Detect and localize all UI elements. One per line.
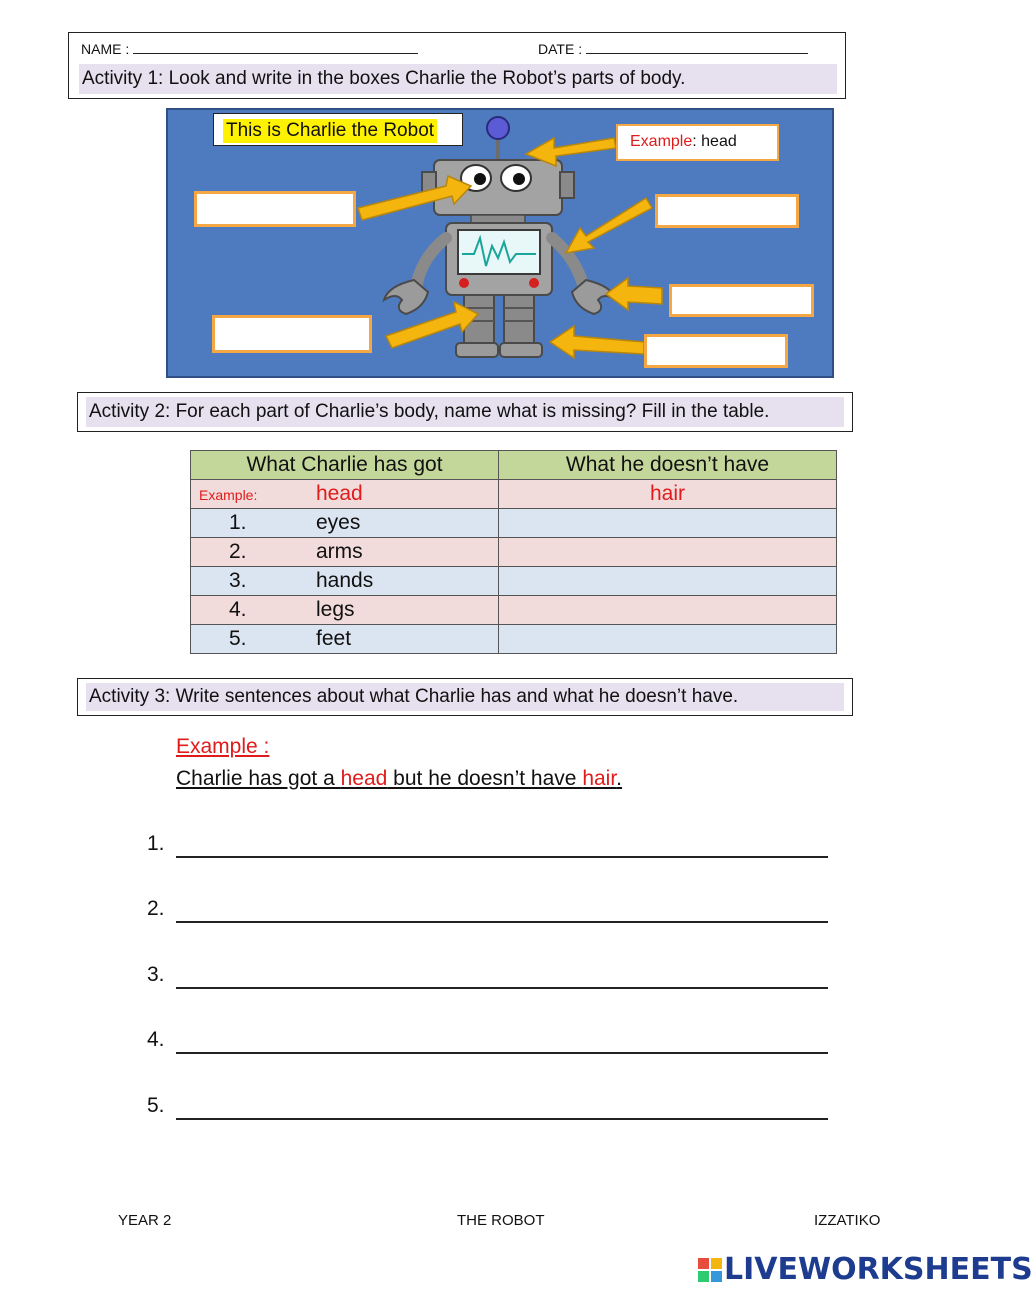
antenna-ball — [487, 117, 509, 139]
missing-answer-cell[interactable] — [499, 596, 837, 625]
date-row — [538, 41, 808, 57]
body-light-left — [459, 278, 469, 288]
label-box-example — [616, 124, 779, 161]
table-row — [191, 596, 837, 625]
robot-title-box — [213, 113, 463, 146]
liveworksheets-logo[interactable]: LIVEWORKSHEETS — [724, 1252, 1033, 1287]
date-label: DATE : — [538, 41, 583, 57]
write-line[interactable] — [176, 987, 828, 989]
activity3-box — [77, 678, 853, 716]
line-number: 2. — [147, 897, 165, 920]
missing-answer-cell[interactable] — [499, 625, 837, 654]
table-row — [191, 538, 837, 567]
table-row — [191, 567, 837, 596]
activity2-instruction: Activity 2: For each part of Charlie’s body, name what is missing? Fill in the table. — [86, 397, 844, 427]
footer-title: THE ROBOT — [457, 1212, 545, 1229]
sentence-line-3[interactable] — [147, 963, 828, 993]
activity1-instruction: Activity 1: Look and write in the boxes Charlie the Robot’s parts of body. — [79, 64, 837, 94]
line-number: 3. — [147, 963, 165, 986]
pupil-right — [513, 173, 525, 185]
robot-arm-left — [416, 238, 446, 288]
sentence-line-4[interactable] — [147, 1028, 828, 1058]
liveworksheets-logo-icon — [698, 1258, 722, 1282]
example-label: Example — [630, 133, 693, 150]
robot-hand-left — [384, 280, 428, 314]
robot-foot-left — [456, 343, 498, 357]
row-part: eyes — [316, 511, 361, 534]
row-number: 5. — [229, 627, 247, 650]
robot-leg-right — [504, 295, 534, 343]
sentence-line-2[interactable] — [147, 897, 828, 927]
example-sentence: Charlie has got a head but he doesn’t have hair. — [176, 767, 623, 790]
name-row — [81, 41, 418, 57]
robot-title: This is Charlie the Robot — [223, 119, 437, 143]
label-box-eyes[interactable] — [194, 191, 356, 227]
sentence-line-5[interactable] — [147, 1094, 828, 1124]
row-number: 3. — [229, 569, 247, 592]
row-part: legs — [316, 598, 355, 621]
name-label: NAME : — [81, 41, 130, 57]
row-number: 2. — [229, 540, 247, 563]
robot-ear-right — [560, 172, 574, 198]
table-row — [191, 625, 837, 654]
name-blank[interactable] — [133, 41, 418, 54]
row-part: feet — [316, 627, 352, 650]
missing-answer-cell[interactable] — [499, 567, 837, 596]
robot-neck — [471, 215, 525, 223]
example-missing: hair — [499, 480, 837, 509]
write-line[interactable] — [176, 921, 828, 923]
activity3-instruction: Activity 3: Write sentences about what Charlie has and what he doesn’t have. — [86, 683, 844, 711]
line-number: 1. — [147, 832, 165, 855]
write-line[interactable] — [176, 1118, 828, 1120]
example-heading: Example : — [176, 735, 270, 758]
example-value: : head — [692, 133, 737, 150]
footer-author: IZZATIKO — [814, 1212, 881, 1229]
arrow-feet — [550, 326, 644, 358]
activity2-box — [77, 392, 853, 432]
row-part: hands — [316, 569, 374, 592]
date-blank[interactable] — [586, 41, 808, 54]
robot-screen — [458, 230, 540, 274]
arrow-hands — [606, 278, 662, 310]
line-number: 4. — [147, 1028, 165, 1051]
body-light-right — [529, 278, 539, 288]
col-header-has: What Charlie has got — [191, 451, 499, 480]
missing-answer-cell[interactable] — [499, 509, 837, 538]
header-box — [68, 32, 846, 99]
label-box-legs[interactable] — [212, 315, 372, 353]
pupil-left — [474, 173, 486, 185]
row-part: arms — [316, 540, 363, 563]
row-number: 4. — [229, 598, 247, 621]
write-line[interactable] — [176, 856, 828, 858]
footer-year: YEAR 2 — [118, 1212, 172, 1229]
example-tag: Example: — [199, 487, 258, 503]
arrow-body — [566, 198, 652, 253]
table-row — [191, 509, 837, 538]
label-box-hands[interactable] — [669, 284, 814, 317]
table-row-example — [191, 480, 837, 509]
line-number: 5. — [147, 1094, 165, 1117]
write-line[interactable] — [176, 1052, 828, 1054]
label-box-feet[interactable] — [644, 334, 788, 368]
example-has: head — [316, 482, 363, 505]
missing-answer-cell[interactable] — [499, 538, 837, 567]
sentence-line-1[interactable] — [147, 832, 828, 862]
col-header-missing: What he doesn’t have — [499, 451, 837, 480]
robot-foot-right — [500, 343, 542, 357]
row-number: 1. — [229, 511, 247, 534]
label-box-body[interactable] — [655, 194, 799, 228]
parts-table — [190, 450, 837, 654]
